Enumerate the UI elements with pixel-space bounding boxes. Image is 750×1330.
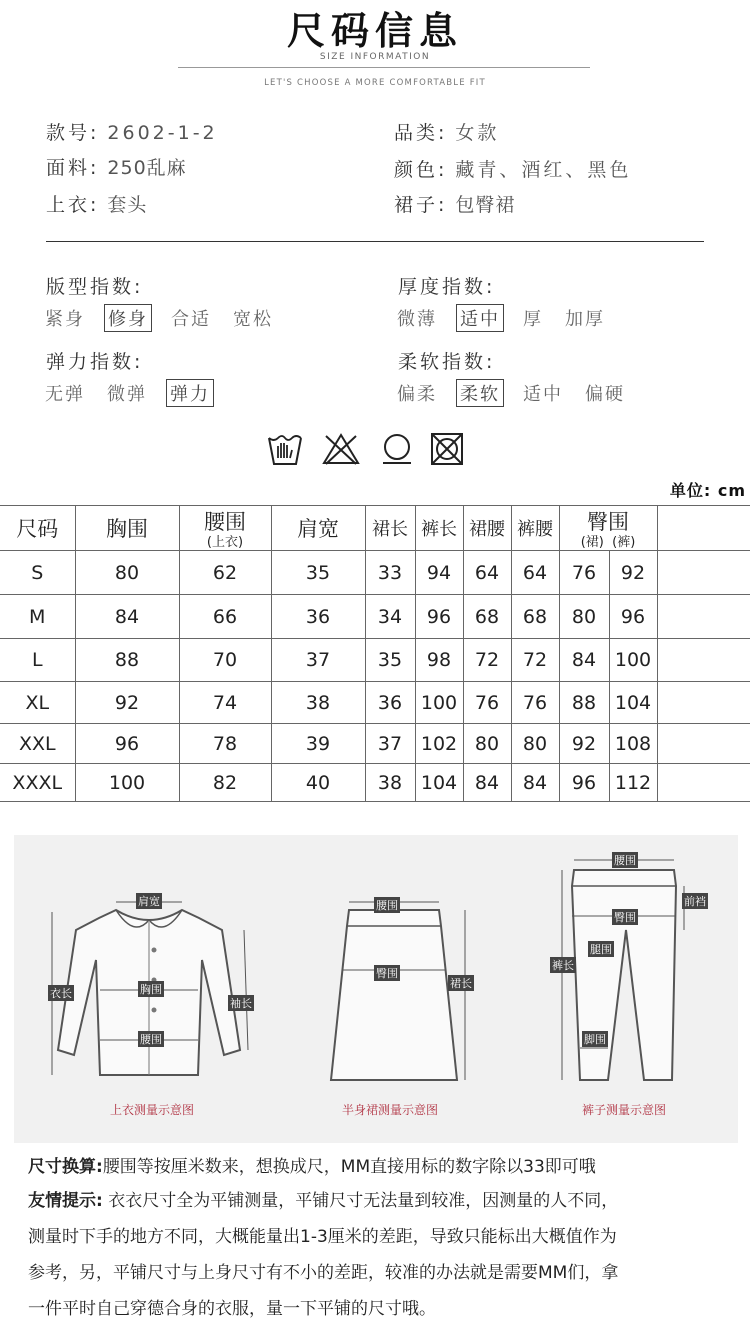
table-cell: 108 xyxy=(609,724,657,764)
header-waist-label: 腰围 xyxy=(204,510,246,534)
header-waist-sub: (上衣) xyxy=(206,535,244,550)
table-empty-cell xyxy=(657,764,750,802)
thickness-option-selected: 适中 xyxy=(456,304,504,332)
no-bleach-icon xyxy=(322,430,360,468)
elasticity-option: 无弹 xyxy=(45,384,85,405)
tip-line: 测量时下手的地方不同，大概能量出1-3厘米的差距，导致只能标出大概值作为 xyxy=(28,1227,617,1247)
size-table xyxy=(0,505,750,802)
table-cell: 37 xyxy=(271,639,365,682)
page-subtitle: SIZE INFORMATION xyxy=(319,52,431,62)
table-cell: 82 xyxy=(179,764,271,802)
category-label: 品类: xyxy=(394,122,448,144)
pants-diagram-caption: 裤子测量示意图 xyxy=(582,1103,667,1117)
table-cell: 68 xyxy=(511,595,559,639)
table-cell: XXXL xyxy=(0,764,75,802)
info-skirt xyxy=(394,190,515,217)
table-cell: 36 xyxy=(365,682,415,724)
table-cell: 92 xyxy=(559,724,609,764)
header-pants-waist: 裤腰 xyxy=(511,506,559,551)
table-empty-cell xyxy=(657,551,750,595)
pants-rise-label: 前裆 xyxy=(684,895,706,908)
table-cell: 100 xyxy=(75,764,179,802)
header-shoulder: 肩宽 xyxy=(271,506,365,551)
table-cell: 84 xyxy=(511,764,559,802)
page-tagline: LET'S CHOOSE A MORE COMFORTABLE FIT xyxy=(264,78,486,88)
table-cell: 104 xyxy=(415,764,463,802)
conversion-text: 腰围等按厘米数来，想换成尺，MM直接用标的数字除以33即可哦 xyxy=(102,1157,596,1177)
elasticity-index-title: 弹力指数: xyxy=(46,351,144,373)
pants-hip-label: 臀围 xyxy=(614,911,636,924)
iron-low-icon xyxy=(378,430,416,468)
pants-waist-label: 腰围 xyxy=(614,854,636,867)
elasticity-option-selected: 弹力 xyxy=(166,379,214,407)
unit-label: 单位: cm xyxy=(669,481,746,500)
top-label: 上衣: xyxy=(46,194,100,216)
thickness-option: 加厚 xyxy=(565,309,605,330)
fit-option-selected: 修身 xyxy=(104,304,152,332)
conversion-label: 尺寸换算: xyxy=(28,1157,103,1177)
table-cell: 64 xyxy=(511,551,559,595)
table-cell: 84 xyxy=(559,639,609,682)
shirt-sleeve-label: 袖长 xyxy=(230,997,252,1010)
skirt-length-label: 裙长 xyxy=(450,977,472,990)
table-cell: 92 xyxy=(75,682,179,724)
tip-line: 参考，另，平铺尺寸与上身尺寸有不小的差距，较准的办法就是需要MM们，拿 xyxy=(28,1263,619,1283)
table-cell: 84 xyxy=(75,595,179,639)
shirt-diagram-caption: 上衣测量示意图 xyxy=(110,1103,195,1117)
colors-label: 颜色: xyxy=(394,159,448,181)
info-divider xyxy=(46,241,704,242)
header-waist xyxy=(179,506,271,551)
thickness-index-title: 厚度指数: xyxy=(398,276,496,298)
table-cell: XL xyxy=(0,682,75,724)
table-row xyxy=(0,595,750,639)
table-cell: 33 xyxy=(365,551,415,595)
fit-index-options xyxy=(42,304,292,332)
fit-index-title: 版型指数: xyxy=(46,276,144,298)
elasticity-index-options xyxy=(42,379,230,407)
style-no-value: 2602-1-2 xyxy=(107,122,218,144)
no-tumble-dry-icon xyxy=(428,430,466,468)
table-cell: 36 xyxy=(271,595,365,639)
table-cell: 100 xyxy=(609,639,657,682)
table-cell: 80 xyxy=(511,724,559,764)
tip-line: 一件平时自己穿德合身的衣服，量一下平铺的尺寸哦。 xyxy=(28,1299,436,1319)
table-cell: 98 xyxy=(415,639,463,682)
table-cell: 88 xyxy=(559,682,609,724)
table-cell: 35 xyxy=(271,551,365,595)
skirt-diagram xyxy=(319,890,469,1090)
table-cell: 62 xyxy=(179,551,271,595)
table-cell: 72 xyxy=(511,639,559,682)
header-chest: 胸围 xyxy=(75,506,179,551)
shirt-shoulder-label: 肩宽 xyxy=(138,895,160,908)
table-empty-cell xyxy=(657,595,750,639)
table-cell: 35 xyxy=(365,639,415,682)
fit-option: 宽松 xyxy=(233,309,273,330)
table-cell: 72 xyxy=(463,639,511,682)
table-cell: 34 xyxy=(365,595,415,639)
tip-label: 友情提示: xyxy=(28,1191,103,1211)
header-divider xyxy=(178,67,590,68)
header-pants-length: 裤长 xyxy=(415,506,463,551)
header-skirt-waist: 裙腰 xyxy=(463,506,511,551)
table-cell: 76 xyxy=(559,551,609,595)
table-cell: 96 xyxy=(559,764,609,802)
header-hip-pants: (裤) xyxy=(612,535,636,550)
page-title: 尺码信息 xyxy=(286,9,463,53)
thickness-option: 微薄 xyxy=(397,309,437,330)
table-cell: XXL xyxy=(0,724,75,764)
fabric-label: 面料: xyxy=(46,157,100,179)
colors-value: 藏青、酒红、黑色 xyxy=(455,159,632,181)
table-empty-cell xyxy=(657,682,750,724)
table-cell: 66 xyxy=(179,595,271,639)
table-cell: 96 xyxy=(415,595,463,639)
header-size: 尺码 xyxy=(0,506,75,551)
table-cell: 64 xyxy=(463,551,511,595)
header-hip-skirt: (裙) xyxy=(580,535,604,550)
pants-diagram xyxy=(554,850,714,1090)
table-cell: M xyxy=(0,595,75,639)
table-row xyxy=(0,551,750,595)
info-top xyxy=(46,190,147,217)
info-style-no xyxy=(46,118,218,145)
skirt-waist-label: 腰围 xyxy=(376,899,398,912)
table-header-row xyxy=(0,506,750,551)
table-cell: 88 xyxy=(75,639,179,682)
pants-leg-label: 脚围 xyxy=(584,1033,606,1046)
table-cell: 80 xyxy=(559,595,609,639)
skirt-value: 包臀裙 xyxy=(455,194,516,216)
table-cell: 102 xyxy=(415,724,463,764)
table-cell: 96 xyxy=(75,724,179,764)
fabric-value: 250乱麻 xyxy=(107,157,187,179)
table-cell: 78 xyxy=(179,724,271,764)
hand-wash-icon xyxy=(266,430,304,468)
size-conversion-note xyxy=(28,1152,728,1182)
elasticity-option: 微弹 xyxy=(107,384,147,405)
table-cell: 100 xyxy=(415,682,463,724)
table-cell: 76 xyxy=(463,682,511,724)
table-empty-cell xyxy=(657,506,750,551)
pants-thigh-label: 腿围 xyxy=(590,943,612,956)
shirt-length-label: 衣长 xyxy=(50,987,72,1000)
table-cell: 68 xyxy=(463,595,511,639)
header-hip-sub xyxy=(560,536,657,550)
shirt-waist-label: 腰围 xyxy=(140,1033,162,1046)
table-cell: 80 xyxy=(75,551,179,595)
softness-option: 偏柔 xyxy=(397,384,437,405)
tip-line xyxy=(28,1186,728,1216)
table-row xyxy=(0,639,750,682)
info-colors xyxy=(394,155,631,182)
skirt-diagram-caption: 半身裙测量示意图 xyxy=(342,1103,439,1117)
table-cell: 37 xyxy=(365,724,415,764)
thickness-option: 厚 xyxy=(523,309,543,330)
table-cell: 80 xyxy=(463,724,511,764)
header-hip-label: 臀围 xyxy=(587,510,629,534)
table-cell: 70 xyxy=(179,639,271,682)
tip-text: 衣衣尺寸全为平铺测量，平铺尺寸无法量到较准，因测量的人不同， xyxy=(108,1191,619,1211)
table-cell: 39 xyxy=(271,724,365,764)
table-row xyxy=(0,682,750,724)
fit-option: 紧身 xyxy=(45,309,85,330)
table-empty-cell xyxy=(657,724,750,764)
table-cell: 74 xyxy=(179,682,271,724)
softness-option: 适中 xyxy=(523,384,563,405)
table-cell: 76 xyxy=(511,682,559,724)
pants-length-label: 裤长 xyxy=(552,959,574,972)
shirt-chest-label: 胸围 xyxy=(140,983,162,996)
measurement-diagram-panel xyxy=(14,835,738,1143)
table-cell: 38 xyxy=(365,764,415,802)
fit-option: 合适 xyxy=(171,309,211,330)
header-hip xyxy=(559,506,657,551)
thickness-index-options xyxy=(394,304,624,332)
table-cell: 38 xyxy=(271,682,365,724)
category-value: 女款 xyxy=(455,122,500,144)
info-fabric xyxy=(46,153,187,180)
table-cell: 112 xyxy=(609,764,657,802)
style-no-label: 款号: xyxy=(46,122,100,144)
table-row xyxy=(0,724,750,764)
skirt-label: 裙子: xyxy=(394,194,448,216)
table-cell: 40 xyxy=(271,764,365,802)
table-cell: 94 xyxy=(415,551,463,595)
table-row xyxy=(0,764,750,802)
table-cell: 96 xyxy=(609,595,657,639)
softness-index-title: 柔软指数: xyxy=(398,351,496,373)
table-cell: S xyxy=(0,551,75,595)
top-value: 套头 xyxy=(107,194,148,216)
info-category xyxy=(394,118,499,145)
table-empty-cell xyxy=(657,639,750,682)
header-skirt-length: 裙长 xyxy=(365,506,415,551)
skirt-hip-label: 臀围 xyxy=(376,967,398,980)
softness-option-selected: 柔软 xyxy=(456,379,504,407)
softness-option: 偏硬 xyxy=(585,384,625,405)
table-cell: 92 xyxy=(609,551,657,595)
table-cell: 84 xyxy=(463,764,511,802)
softness-index-options xyxy=(394,379,644,407)
table-cell: 104 xyxy=(609,682,657,724)
table-cell: L xyxy=(0,639,75,682)
friendly-tip-note xyxy=(28,1186,728,1324)
